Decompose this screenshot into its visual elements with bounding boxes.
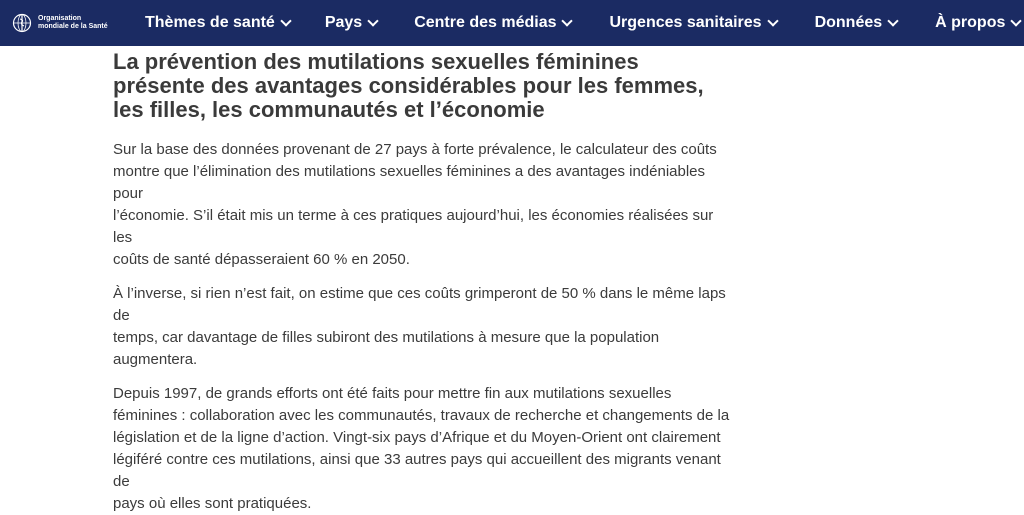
paragraph-line: pays où elles sont pratiquées. xyxy=(113,495,312,512)
nav-item-label: Pays xyxy=(324,14,363,31)
nav-item-donnees[interactable] xyxy=(815,14,898,32)
paragraph-3 xyxy=(113,383,733,515)
who-emblem-icon xyxy=(12,13,32,33)
paragraph-line: Sur la base des données provenant de 27 pays à forte prévalence, le calculateur des coûts xyxy=(113,141,717,158)
nav-item-centre-des-medias[interactable] xyxy=(414,14,571,32)
chevron-down-icon xyxy=(767,15,778,26)
nav-item-label: Centre des médias xyxy=(414,14,557,31)
nav-item-label: À propos xyxy=(935,14,1006,31)
paragraph-line: coûts de santé dépasseraient 60 % en 2050. xyxy=(113,251,410,268)
logo-line-1: Organisation xyxy=(38,15,82,22)
chevron-down-icon xyxy=(368,15,379,26)
paragraph-line: À l’inverse, si rien n’est fait, on estime que ces coûts grimperont de 50 % dans le même laps de xyxy=(113,285,726,324)
chevron-down-icon xyxy=(1011,15,1022,26)
headline-line: présente des avantages considérables pour les femmes, xyxy=(113,73,704,98)
paragraph-1 xyxy=(113,139,733,271)
nav-item-urgences-sanitaires[interactable] xyxy=(609,14,776,32)
nav-item-a-propos[interactable] xyxy=(935,14,1020,32)
who-logo[interactable] xyxy=(12,13,124,33)
paragraph-line: Depuis 1997, de grands efforts ont été faits pour mettre fin aux mutilations sexuelles xyxy=(113,385,672,402)
nav-item-label: Thèmes de santé xyxy=(145,14,275,31)
chevron-down-icon xyxy=(887,15,898,26)
paragraph-line: féminines : collaboration avec les communautés, travaux de recherche et changements de la xyxy=(113,407,730,424)
logo-line-2: mondiale de la Santé xyxy=(38,23,108,30)
logo-text xyxy=(38,15,108,31)
nav-item-label: Données xyxy=(814,14,883,31)
paragraph-line: législation et de la ligne d’action. Vingt-six pays d’Afrique et du Moyen-Orient ont clairement xyxy=(113,429,721,446)
nav-item-pays[interactable] xyxy=(325,14,377,32)
paragraph-line: légiféré contre ces mutilations, ainsi que 33 autres pays qui accueillent des migrants venant de xyxy=(113,451,721,490)
main-nav xyxy=(145,14,1020,32)
chevron-down-icon xyxy=(280,15,291,26)
article-content xyxy=(113,46,733,515)
top-navbar xyxy=(0,0,1024,46)
article-headline xyxy=(113,50,733,122)
nav-item-label: Urgences sanitaires xyxy=(609,14,762,31)
headline-line: les filles, les communautés et l’économie xyxy=(113,97,545,122)
headline-line: La prévention des mutilations sexuelles féminines xyxy=(113,49,639,74)
paragraph-line: montre que l’élimination des mutilations sexuelles féminines a des avantages indéniables pour xyxy=(113,163,706,202)
paragraph-line: temps, car davantage de filles subiront des mutilations à mesure que la population augmentera. xyxy=(113,329,660,368)
chevron-down-icon xyxy=(562,15,573,26)
paragraph-line: l’économie. S’il était mis un terme à ces pratiques aujourd’hui, les économies réalisées sur les xyxy=(113,207,714,246)
nav-item-themes-de-sante[interactable] xyxy=(145,14,290,32)
paragraph-2 xyxy=(113,283,733,371)
